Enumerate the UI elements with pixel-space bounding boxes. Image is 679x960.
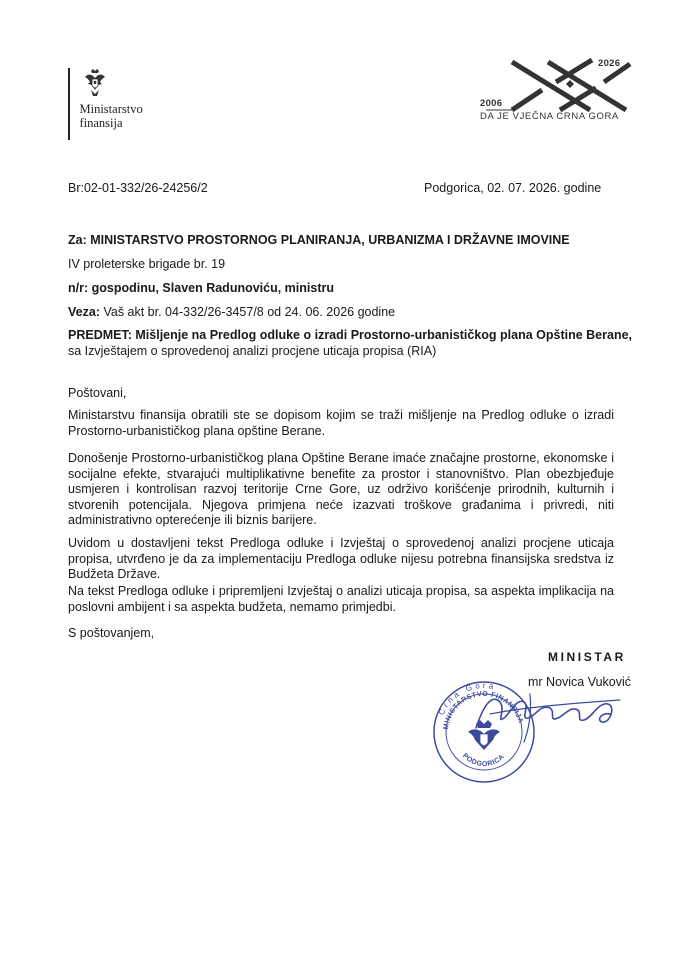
- link-label: Veza:: [68, 305, 100, 319]
- minister-name: mr Novica Vuković: [528, 675, 632, 689]
- anniversary-year-end: 2026: [598, 58, 621, 69]
- body-paragraph-1: Ministarstvu finansija obratili ste se dopisom kojim se traži mišljenje na Predlog odluke o izradi Prostorno-urbanističkog plana opštine Berane.: [68, 408, 614, 438]
- stamp-outer-text: Crna Gora: [436, 680, 498, 717]
- subject-label: PREDMET:: [68, 328, 132, 342]
- ministry-name-line1: Ministarstvo: [79, 102, 143, 116]
- anniversary-motto: DA JE VJEČNA CRNA GORA: [480, 111, 619, 122]
- body-paragraph-2: Donošenje Prostorno-urbanističkog plana Opštine Berane imaće značajne prostorne, ekonomske i socijalne efekte, stvarajući multiplikativne benefite za prostor i stanovništvo. Plan obezbjeđuje usmjeren i kontrolisan razvoj teritorije Crne Gore, uz održivo korišćenje prirodnih, kulturnih i stvorenih potencijala. Njegova primjena neće izazvati troškove građanima i privredi, niti administrativno opterećenje ili biznis barijere.: [68, 451, 614, 528]
- subject-continuation: sa Izvještajem o sprovedenoj analizi procjene uticaja propisa (RIA): [68, 344, 437, 358]
- body-paragraph-4: Na tekst Predloga odluke i pripremljeni Izvještaj o analizi uticaja propisa, sa aspekta implikacija na poslovni ambijent i sa aspekta budžeta, nemamo primjedbi.: [68, 584, 614, 614]
- subject-line: [68, 328, 632, 343]
- stamp-city: PODGORICA: [460, 752, 507, 769]
- svg-text:PODGORICA: [461, 752, 506, 768]
- ministry-logo: [68, 68, 143, 140]
- link-text: Vaš akt br. 04-332/26-3457/8 od 24. 06. 2026 godine: [103, 305, 396, 319]
- ministry-name-line2: finansija: [79, 116, 123, 130]
- stamp-ring-text: MINISTARSTVO FINANSIJA: [442, 690, 524, 731]
- logo-divider: [68, 68, 70, 140]
- salutation: Poštovani,: [68, 386, 127, 400]
- closing: S poštovanjem,: [68, 626, 155, 640]
- recipient-attention: n/r: gospodinu, Slaven Radunoviću, ministru: [68, 281, 334, 295]
- reference-number: Br:02-01-332/26-24256/2: [68, 181, 208, 195]
- coat-of-arms-icon: [82, 68, 108, 98]
- place-date: Podgorica, 02. 07. 2026. godine: [424, 181, 602, 195]
- minister-title: MINISTAR: [548, 650, 626, 664]
- anniversary-year-start: 2006: [480, 98, 503, 109]
- subject-text: Mišljenje na Predlog odluke o izradi Prostorno-urbanističkog plana Opštine Berane,: [135, 328, 633, 342]
- recipient-address: IV proleterske brigade br. 19: [68, 257, 226, 271]
- anniversary-logo: [480, 52, 640, 132]
- recipient-to: Za: MINISTARSTVO PROSTORNOG PLANIRANJA, URBANIZMA I DRŽAVNE IMOVINE: [68, 233, 570, 247]
- link-reference: [68, 305, 395, 320]
- handwritten-signature-icon: [470, 684, 630, 744]
- body-paragraph-3: Uvidom u dostavljeni tekst Predloga odluke i Izvještaj o sprovedenoj analizi procjene uticaja propisa, utvrđeno je da za implementaciju Predloga odluke nijesu potrebna finansijska sredstva iz Budžeta Države.: [68, 536, 614, 582]
